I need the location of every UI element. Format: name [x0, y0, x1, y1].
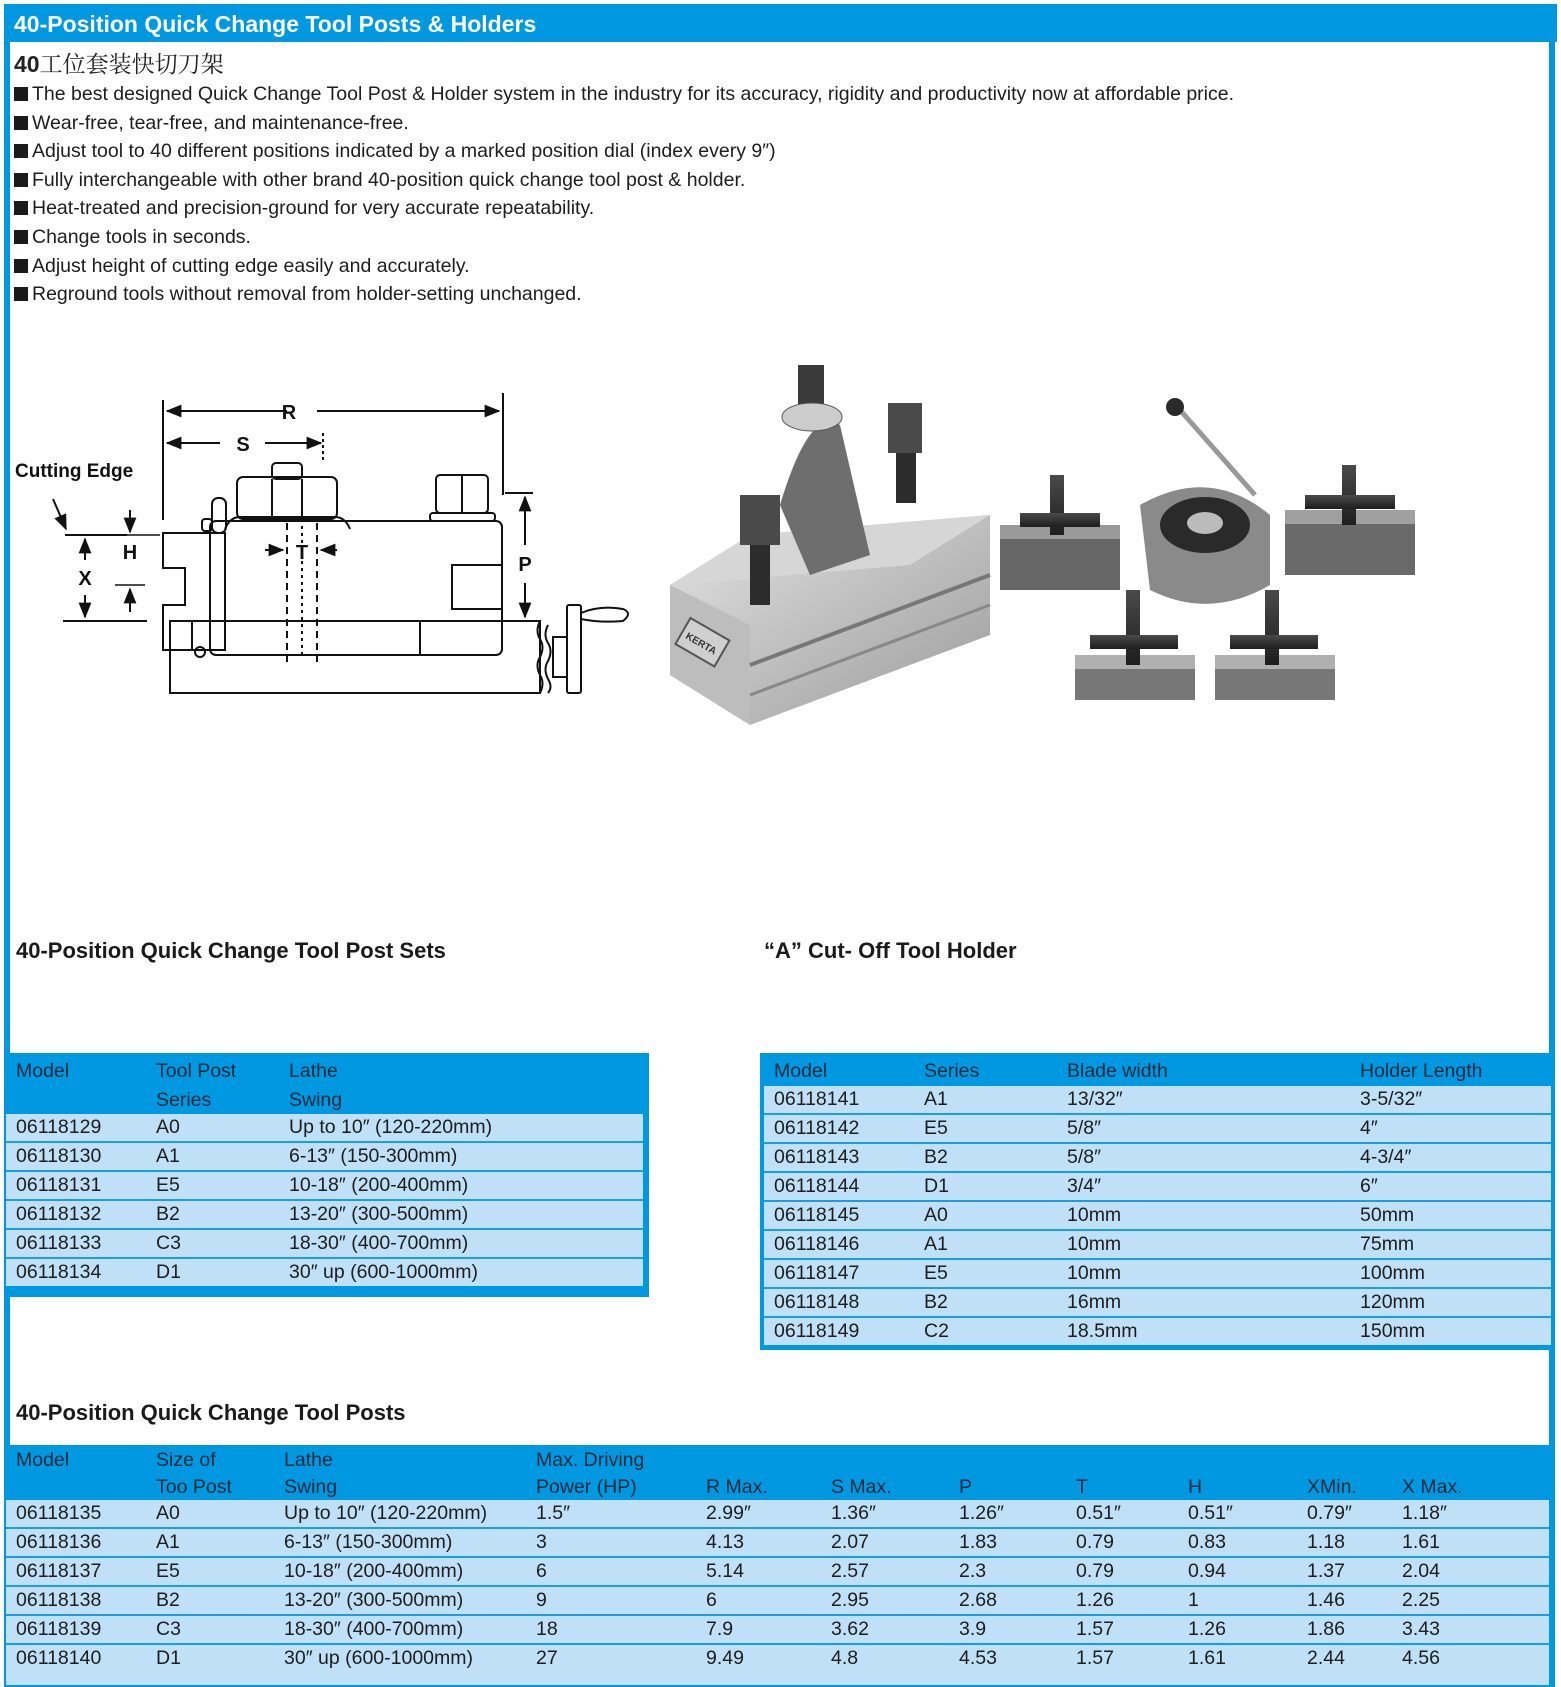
- table-cell: Up to 10″ (120-220mm): [274, 1500, 526, 1528]
- table-row: [6, 1528, 1549, 1557]
- table-cell: 2.3: [949, 1557, 1066, 1586]
- table-cell: 2.99″: [696, 1500, 821, 1528]
- feature-item: [14, 252, 1234, 281]
- table-cell: 13-20″ (300-500mm): [279, 1200, 643, 1229]
- table-cell: 1.83: [949, 1528, 1066, 1557]
- table-cell: 5/8″: [1057, 1114, 1350, 1143]
- table-cell: 06118144: [764, 1172, 914, 1201]
- square-bullet-icon: [14, 173, 28, 187]
- table-cell: 10-18″ (200-400mm): [279, 1171, 643, 1200]
- table-row: [6, 1171, 643, 1200]
- table-cell: 0.51″: [1066, 1500, 1178, 1528]
- table-cell: 3.9: [949, 1615, 1066, 1644]
- table-row: [764, 1259, 1551, 1288]
- table-cell: 1.46: [1297, 1586, 1392, 1615]
- column-header: Model: [6, 1446, 146, 1500]
- table-cell: 1: [1178, 1586, 1297, 1615]
- dim-label-x: X: [78, 568, 92, 590]
- column-header: Tool Post Series: [146, 1057, 279, 1114]
- table-cell: 06118137: [6, 1557, 146, 1586]
- table-cell: 1.26: [1178, 1615, 1297, 1644]
- square-bullet-icon: [14, 201, 28, 215]
- feature-item: [14, 280, 1234, 309]
- square-bullet-icon: [14, 230, 28, 244]
- table-cell: 27: [526, 1644, 696, 1685]
- table-cell: C3: [146, 1615, 274, 1644]
- table-cell: 3-5/32″: [1350, 1086, 1551, 1114]
- table-cell: B2: [914, 1143, 1057, 1172]
- table-cell: E5: [914, 1259, 1057, 1288]
- table-cell: 2.57: [821, 1557, 949, 1586]
- column-header: Series: [914, 1057, 1057, 1086]
- table-cell: 4.56: [1392, 1644, 1549, 1685]
- table-cell: 06118145: [764, 1201, 914, 1230]
- table-cell: 18: [526, 1615, 696, 1644]
- table-cell: 1.37: [1297, 1557, 1392, 1586]
- table-cell: 06118132: [6, 1200, 146, 1229]
- table-cell: 1.18: [1297, 1528, 1392, 1557]
- table-cell: 06118140: [6, 1644, 146, 1685]
- table-row: [764, 1201, 1551, 1230]
- table-cell: 0.79: [1066, 1528, 1178, 1557]
- table-cell: 0.79: [1066, 1557, 1178, 1586]
- table-cell: 30″ up (600-1000mm): [274, 1644, 526, 1685]
- table-row: [6, 1114, 643, 1142]
- table-cell: 10mm: [1057, 1230, 1350, 1259]
- column-header: XMin.: [1297, 1446, 1392, 1500]
- table-cell: 30″ up (600-1000mm): [279, 1258, 643, 1286]
- feature-text: Adjust height of cutting edge easily and accurately.: [32, 254, 470, 277]
- feature-text: Change tools in seconds.: [32, 225, 251, 248]
- table-cell: 9: [526, 1586, 696, 1615]
- table-cell: A0: [146, 1114, 279, 1142]
- table-cell: 2.68: [949, 1586, 1066, 1615]
- table-cell: 10mm: [1057, 1201, 1350, 1230]
- table-cell: 0.51″: [1178, 1500, 1297, 1528]
- table-row: [6, 1200, 643, 1229]
- column-header: S Max.: [821, 1446, 949, 1500]
- table-row: [6, 1500, 1549, 1528]
- table-cell: E5: [146, 1171, 279, 1200]
- table-cell: 13/32″: [1057, 1086, 1350, 1114]
- table-cell: 5.14: [696, 1557, 821, 1586]
- feature-item: [14, 194, 1234, 223]
- sets-table-title: 40-Position Quick Change Tool Post Sets: [16, 938, 446, 963]
- table-cell: 3.62: [821, 1615, 949, 1644]
- table-cell: 13-20″ (300-500mm): [274, 1586, 526, 1615]
- posts-table-title: 40-Position Quick Change Tool Posts: [16, 1400, 406, 1425]
- table-cell: 1.61: [1392, 1528, 1549, 1557]
- table-row: [6, 1586, 1549, 1615]
- table-cell: 10-18″ (200-400mm): [274, 1557, 526, 1586]
- table-row: [764, 1317, 1551, 1345]
- table-cell: 0.79″: [1297, 1500, 1392, 1528]
- table-row: [6, 1229, 643, 1258]
- table-cell: A1: [914, 1086, 1057, 1114]
- column-header: Lathe Swing: [279, 1057, 643, 1114]
- feature-text: Adjust tool to 40 different positions indicated by a marked position dial (index every 9″): [32, 140, 776, 163]
- chinese-subtitle: [14, 46, 224, 79]
- table-cell: E5: [914, 1114, 1057, 1143]
- table-cell: 06118134: [6, 1258, 146, 1286]
- table-cell: D1: [914, 1172, 1057, 1201]
- dim-label-t: T: [295, 542, 309, 564]
- feature-item: [14, 80, 1234, 109]
- table-cell: 06118129: [6, 1114, 146, 1142]
- table-row: [764, 1143, 1551, 1172]
- table-row: [6, 1644, 1549, 1685]
- dim-label-p: P: [518, 554, 532, 576]
- table-cell: 06118143: [764, 1143, 914, 1172]
- table-cell: 0.83: [1178, 1528, 1297, 1557]
- square-bullet-icon: [14, 259, 28, 273]
- table-cell: 16mm: [1057, 1288, 1350, 1317]
- table-cell: A1: [146, 1142, 279, 1171]
- feature-text: Heat-treated and precision-ground for very accurate repeatability.: [32, 197, 595, 220]
- table-cell: 1.57: [1066, 1615, 1178, 1644]
- table-cell: 1.26″: [949, 1500, 1066, 1528]
- table-cell: A1: [146, 1528, 274, 1557]
- table-cell: A0: [914, 1201, 1057, 1230]
- table-cell: 2.07: [821, 1528, 949, 1557]
- feature-item: [14, 109, 1234, 138]
- column-header: Blade width: [1057, 1057, 1350, 1086]
- table-cell: 100mm: [1350, 1259, 1551, 1288]
- table-cell: 50mm: [1350, 1201, 1551, 1230]
- cutoff-table: [764, 1057, 1551, 1345]
- table-cell: 06118133: [6, 1229, 146, 1258]
- table-cell: 06118138: [6, 1586, 146, 1615]
- table-cell: 5/8″: [1057, 1143, 1350, 1172]
- table-row: [764, 1288, 1551, 1317]
- table-cell: 1.26: [1066, 1586, 1178, 1615]
- column-header: R Max.: [696, 1446, 821, 1500]
- table-cell: 06118147: [764, 1259, 914, 1288]
- column-header: Size of Too Post: [146, 1446, 274, 1500]
- feature-text: Reground tools without removal from holder-setting unchanged.: [32, 283, 582, 306]
- posts-table: [6, 1446, 1549, 1685]
- table-cell: 06118131: [6, 1171, 146, 1200]
- table-cell: D1: [146, 1644, 274, 1685]
- table-header-row: [6, 1057, 643, 1114]
- column-header: H: [1178, 1446, 1297, 1500]
- feature-item: [14, 223, 1234, 252]
- table-row: [6, 1142, 643, 1171]
- table-cell: 4-3/4″: [1350, 1143, 1551, 1172]
- table-cell: 7.9: [696, 1615, 821, 1644]
- dim-label-r: R: [281, 402, 297, 424]
- brand-mark: KERTA: [683, 630, 719, 658]
- table-cell: C3: [146, 1229, 279, 1258]
- table-cell: 6: [696, 1586, 821, 1615]
- table-cell: 06118148: [764, 1288, 914, 1317]
- table-row: [764, 1230, 1551, 1259]
- table-row: [6, 1557, 1549, 1586]
- table-cell: 06118135: [6, 1500, 146, 1528]
- square-bullet-icon: [14, 144, 28, 158]
- table-cell: 06118146: [764, 1230, 914, 1259]
- table-cell: B2: [914, 1288, 1057, 1317]
- table-cell: 10mm: [1057, 1259, 1350, 1288]
- feature-text: Fully interchangeable with other brand 40-position quick change tool post & holder.: [32, 168, 746, 191]
- table-row: [6, 1258, 643, 1286]
- table-cell: 3.43: [1392, 1615, 1549, 1644]
- table-cell: 2.04: [1392, 1557, 1549, 1586]
- table-row: [6, 1615, 1549, 1644]
- table-cell: C2: [914, 1317, 1057, 1345]
- table-cell: 06118136: [6, 1528, 146, 1557]
- table-cell: 2.44: [1297, 1644, 1392, 1685]
- column-header: T: [1066, 1446, 1178, 1500]
- feature-text: Wear-free, tear-free, and maintenance-free.: [32, 111, 409, 134]
- table-cell: 1.86: [1297, 1615, 1392, 1644]
- feature-text: The best designed Quick Change Tool Post & Holder system in the industry for its accuracy, rigidity and productivity now at affordable price.: [32, 83, 1235, 105]
- table-cell: E5: [146, 1557, 274, 1586]
- subtitle-number: 40: [14, 51, 40, 77]
- table-cell: 2.95: [821, 1586, 949, 1615]
- table-cell: 1.61: [1178, 1644, 1297, 1685]
- column-header: Holder Length: [1350, 1057, 1551, 1086]
- product-photos: [670, 365, 1540, 785]
- feature-item: [14, 166, 1234, 195]
- table-cell: B2: [146, 1586, 274, 1615]
- column-header: P: [949, 1446, 1066, 1500]
- table-cell: 06118130: [6, 1142, 146, 1171]
- table-cell: 9.49: [696, 1644, 821, 1685]
- column-header: Max. Driving Power (HP): [526, 1446, 696, 1500]
- table-cell: 18-30″ (400-700mm): [279, 1229, 643, 1258]
- table-cell: 06118142: [764, 1114, 914, 1143]
- table-cell: 120mm: [1350, 1288, 1551, 1317]
- table-cell: 1.36″: [821, 1500, 949, 1528]
- table-cell: 6-13″ (150-300mm): [279, 1142, 643, 1171]
- subtitle-text: 工位套装快切刀架: [39, 51, 224, 77]
- table-header-row: [764, 1057, 1551, 1086]
- table-cell: 1.5″: [526, 1500, 696, 1528]
- tool-post-set-photo: [1000, 398, 1415, 700]
- table-cell: 0.94: [1178, 1557, 1297, 1586]
- table-cell: Up to 10″ (120-220mm): [279, 1114, 643, 1142]
- table-cell: D1: [146, 1258, 279, 1286]
- table-cell: 4.13: [696, 1528, 821, 1557]
- dim-label-h: H: [122, 542, 138, 564]
- table-cell: A1: [914, 1230, 1057, 1259]
- table-cell: A0: [146, 1500, 274, 1528]
- column-header: Model: [6, 1057, 146, 1114]
- square-bullet-icon: [14, 116, 28, 130]
- table-row: [764, 1172, 1551, 1201]
- table-cell: 6″: [1350, 1172, 1551, 1201]
- table-cell: 4.8: [821, 1644, 949, 1685]
- table-cell: B2: [146, 1200, 279, 1229]
- table-cell: 18.5mm: [1057, 1317, 1350, 1345]
- table-cell: 06118141: [764, 1086, 914, 1114]
- table-cell: 150mm: [1350, 1317, 1551, 1345]
- table-cell: 3/4″: [1057, 1172, 1350, 1201]
- column-header: X Max.: [1392, 1446, 1549, 1500]
- sets-table: [6, 1057, 643, 1286]
- square-bullet-icon: [14, 287, 28, 301]
- cutoff-table-title: “A” Cut- Off Tool Holder: [764, 938, 1017, 963]
- cutting-edge-label: Cutting Edge: [15, 461, 134, 482]
- table-cell: 1.18″: [1392, 1500, 1549, 1528]
- table-cell: 4.53: [949, 1644, 1066, 1685]
- table-header-row: [6, 1446, 1549, 1500]
- table-row: [764, 1114, 1551, 1143]
- table-row: [764, 1086, 1551, 1114]
- dim-label-s: S: [236, 434, 250, 456]
- page-title: 40-Position Quick Change Tool Posts & Holders: [4, 4, 1557, 42]
- dimension-diagram: [15, 365, 665, 755]
- table-cell: 4″: [1350, 1114, 1551, 1143]
- square-bullet-icon: [14, 87, 28, 101]
- table-cell: 75mm: [1350, 1230, 1551, 1259]
- table-cell: 6: [526, 1557, 696, 1586]
- table-cell: 3: [526, 1528, 696, 1557]
- column-header: Lathe Swing: [274, 1446, 526, 1500]
- table-cell: 6-13″ (150-300mm): [274, 1528, 526, 1557]
- table-cell: 2.25: [1392, 1586, 1549, 1615]
- tool-holder-photo: [670, 365, 990, 725]
- column-header: Model: [764, 1057, 914, 1086]
- table-cell: 06118139: [6, 1615, 146, 1644]
- feature-item: [14, 137, 1234, 166]
- table-cell: 1.57: [1066, 1644, 1178, 1685]
- table-cell: 06118149: [764, 1317, 914, 1345]
- table-cell: 18-30″ (400-700mm): [274, 1615, 526, 1644]
- feature-list: [14, 80, 1234, 309]
